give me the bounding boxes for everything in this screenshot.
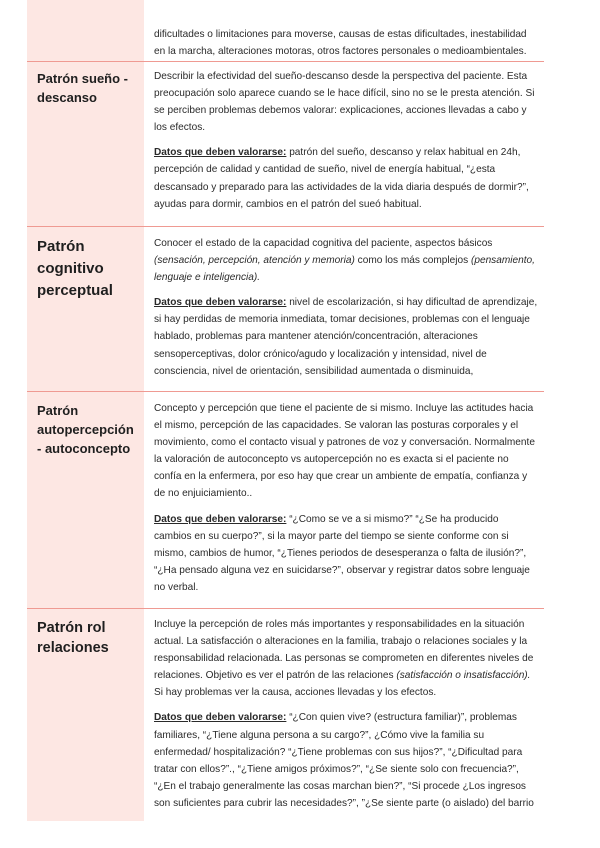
row-desc-cell [144, 227, 544, 391]
pattern-title: Patrón sueño - descanso [37, 71, 129, 105]
pattern-description: Concepto y percepción que tiene el paciente de si mismo. Incluye las actitudes hacia el mismo, percepción de las capacidades. Se valoran las posturas corporales y el movimiento, como el contacto visual y patrones de voz y conversación. Normalmente la valoración de autoconcepto vs autopercepción no es exacta si el paciente no confía en la enfermera, por eso hay que crear un ambiente de empatía, confianza y de no enjuiciamiento.. [154, 403, 535, 500]
row-title-cell [27, 227, 144, 391]
data-text: “¿Como se ve a si mismo?” “¿Se ha producido cambios en su cuerpo?”, si la mayor parte del tiempo se siente conforme con si mismo, cambios de humor, “¿Tienes periodos de desesperanza o falta de ilusión?”, “¿Ha pensado alguna vez en suicidarse?”, observar y registrar datos sobre lenguaje no verbal. [154, 513, 530, 593]
pattern-title: Patrón autopercepción - autoconcepto [37, 403, 134, 456]
row-sueno-descanso [27, 62, 544, 227]
row-desc-cell [144, 62, 544, 226]
data-label: Datos que deben valorarse: [154, 147, 287, 159]
data-label: Datos que deben valorarse: [154, 513, 287, 525]
row-cognitivo-perceptual [27, 227, 544, 392]
desc-part: como los más complejos [354, 255, 471, 267]
continuation-text: dificultades o limitaciones para moverse, causas de estas dificultades, inestabilidad en la marcha, alteraciones motoras, otros factores personales o medioambientales. [154, 29, 527, 58]
row-title-cell [27, 0, 144, 61]
data-label: Datos que deben valorarse: [154, 712, 287, 724]
data-paragraph [154, 511, 538, 596]
pattern-description: Describir la efectividad del sueño-descanso desde la perspectiva del paciente. Esta preocupación solo aparece cuando se le hace difícil, sino no se le presta atención. Si se perciben problemas debemos valorar: explicaciones, acciones llevadas a cabo y los efectos. [154, 71, 535, 134]
data-paragraph [154, 709, 538, 812]
data-text: “¿Con quien vive? (estructura familiar)”, problemas familiares, “¿Tiene alguna persona a su cargo?”, ¿Cómo vive la familia su enfermedad/ hospitalización? “¿Tiene problemas con sus hijos?”, “¿Dificultad para tratar con ellos?”., “¿Tiene amigos próximos?”, “¿Se siente solo con frecuencia?”, “¿En el trabajo generalmente las cosas marchan bien?”, “Si procede ¿Los ingresos son suficientes para cubrir las necesidades?”, ”¿Se siente parte (o aislado) del barrio [154, 712, 534, 809]
row-title-cell [27, 609, 144, 821]
desc-part: Conocer el estado de la capacidad cognitiva del paciente, aspectos básicos [154, 238, 493, 249]
row-desc-cell [144, 392, 544, 608]
desc-italic: (sensación, percepción, atención y memoria) [154, 255, 355, 267]
data-text: patrón del sueño, descanso y relax habitual en 24h, percepción de calidad y cantidad de sueño, nivel de energía habitual, “¿esta descansado y preparado para las actividades de la vida diaria después de dormir?”, ayudas para dormir, cambios en el patrón del sueó habitual. [154, 147, 529, 210]
data-text: nivel de escolarización, si hay dificultad de aprendizaje, si hay perdidas de memoria inmediata, tomar decisiones, problemas con el lenguaje hablado, problemas para mantener atención/concentración, alteraciones sensoperceptivas, dolor crónico/agudo y localización y intensidad, nivel de consciencia, nivel de orientación, sensibilidad aumentada o disminuida, [154, 297, 538, 377]
row-title-cell [27, 392, 144, 608]
row-title-cell [27, 62, 144, 226]
row-rol-relaciones [27, 609, 544, 821]
row-desc-cell [144, 609, 544, 821]
row-continuation [27, 0, 544, 62]
row-autopercepcion [27, 392, 544, 609]
data-paragraph [154, 294, 538, 379]
desc-italic: (satisfacción o insatisfacción). [396, 670, 531, 682]
nursing-patterns-table [27, 0, 544, 821]
pattern-description [154, 235, 538, 286]
desc-part: Si hay problemas ver la causa, acciones llevadas y los efectos. [154, 687, 437, 699]
pattern-title: Patrón rol relaciones [37, 620, 109, 656]
pattern-description [154, 616, 538, 701]
data-label: Datos que deben valorarse: [154, 297, 287, 309]
row-desc-cell [144, 0, 544, 61]
data-paragraph [154, 144, 538, 212]
pattern-title: Patrón cognitivo perceptual [37, 238, 113, 299]
desc-italic: (pensamiento, lenguaje e inteligencia). [154, 255, 535, 284]
desc-part: Incluye la percepción de roles más importantes y responsabilidades en la situación actual. La satisfacción o alteraciones en la familia, trabajo o relaciones sociales y la responsabilidad relacionada. Las personas se comprometen en diferentes niveles de relaciones. Objetivo es ver el patrón de las relaciones [154, 619, 534, 682]
